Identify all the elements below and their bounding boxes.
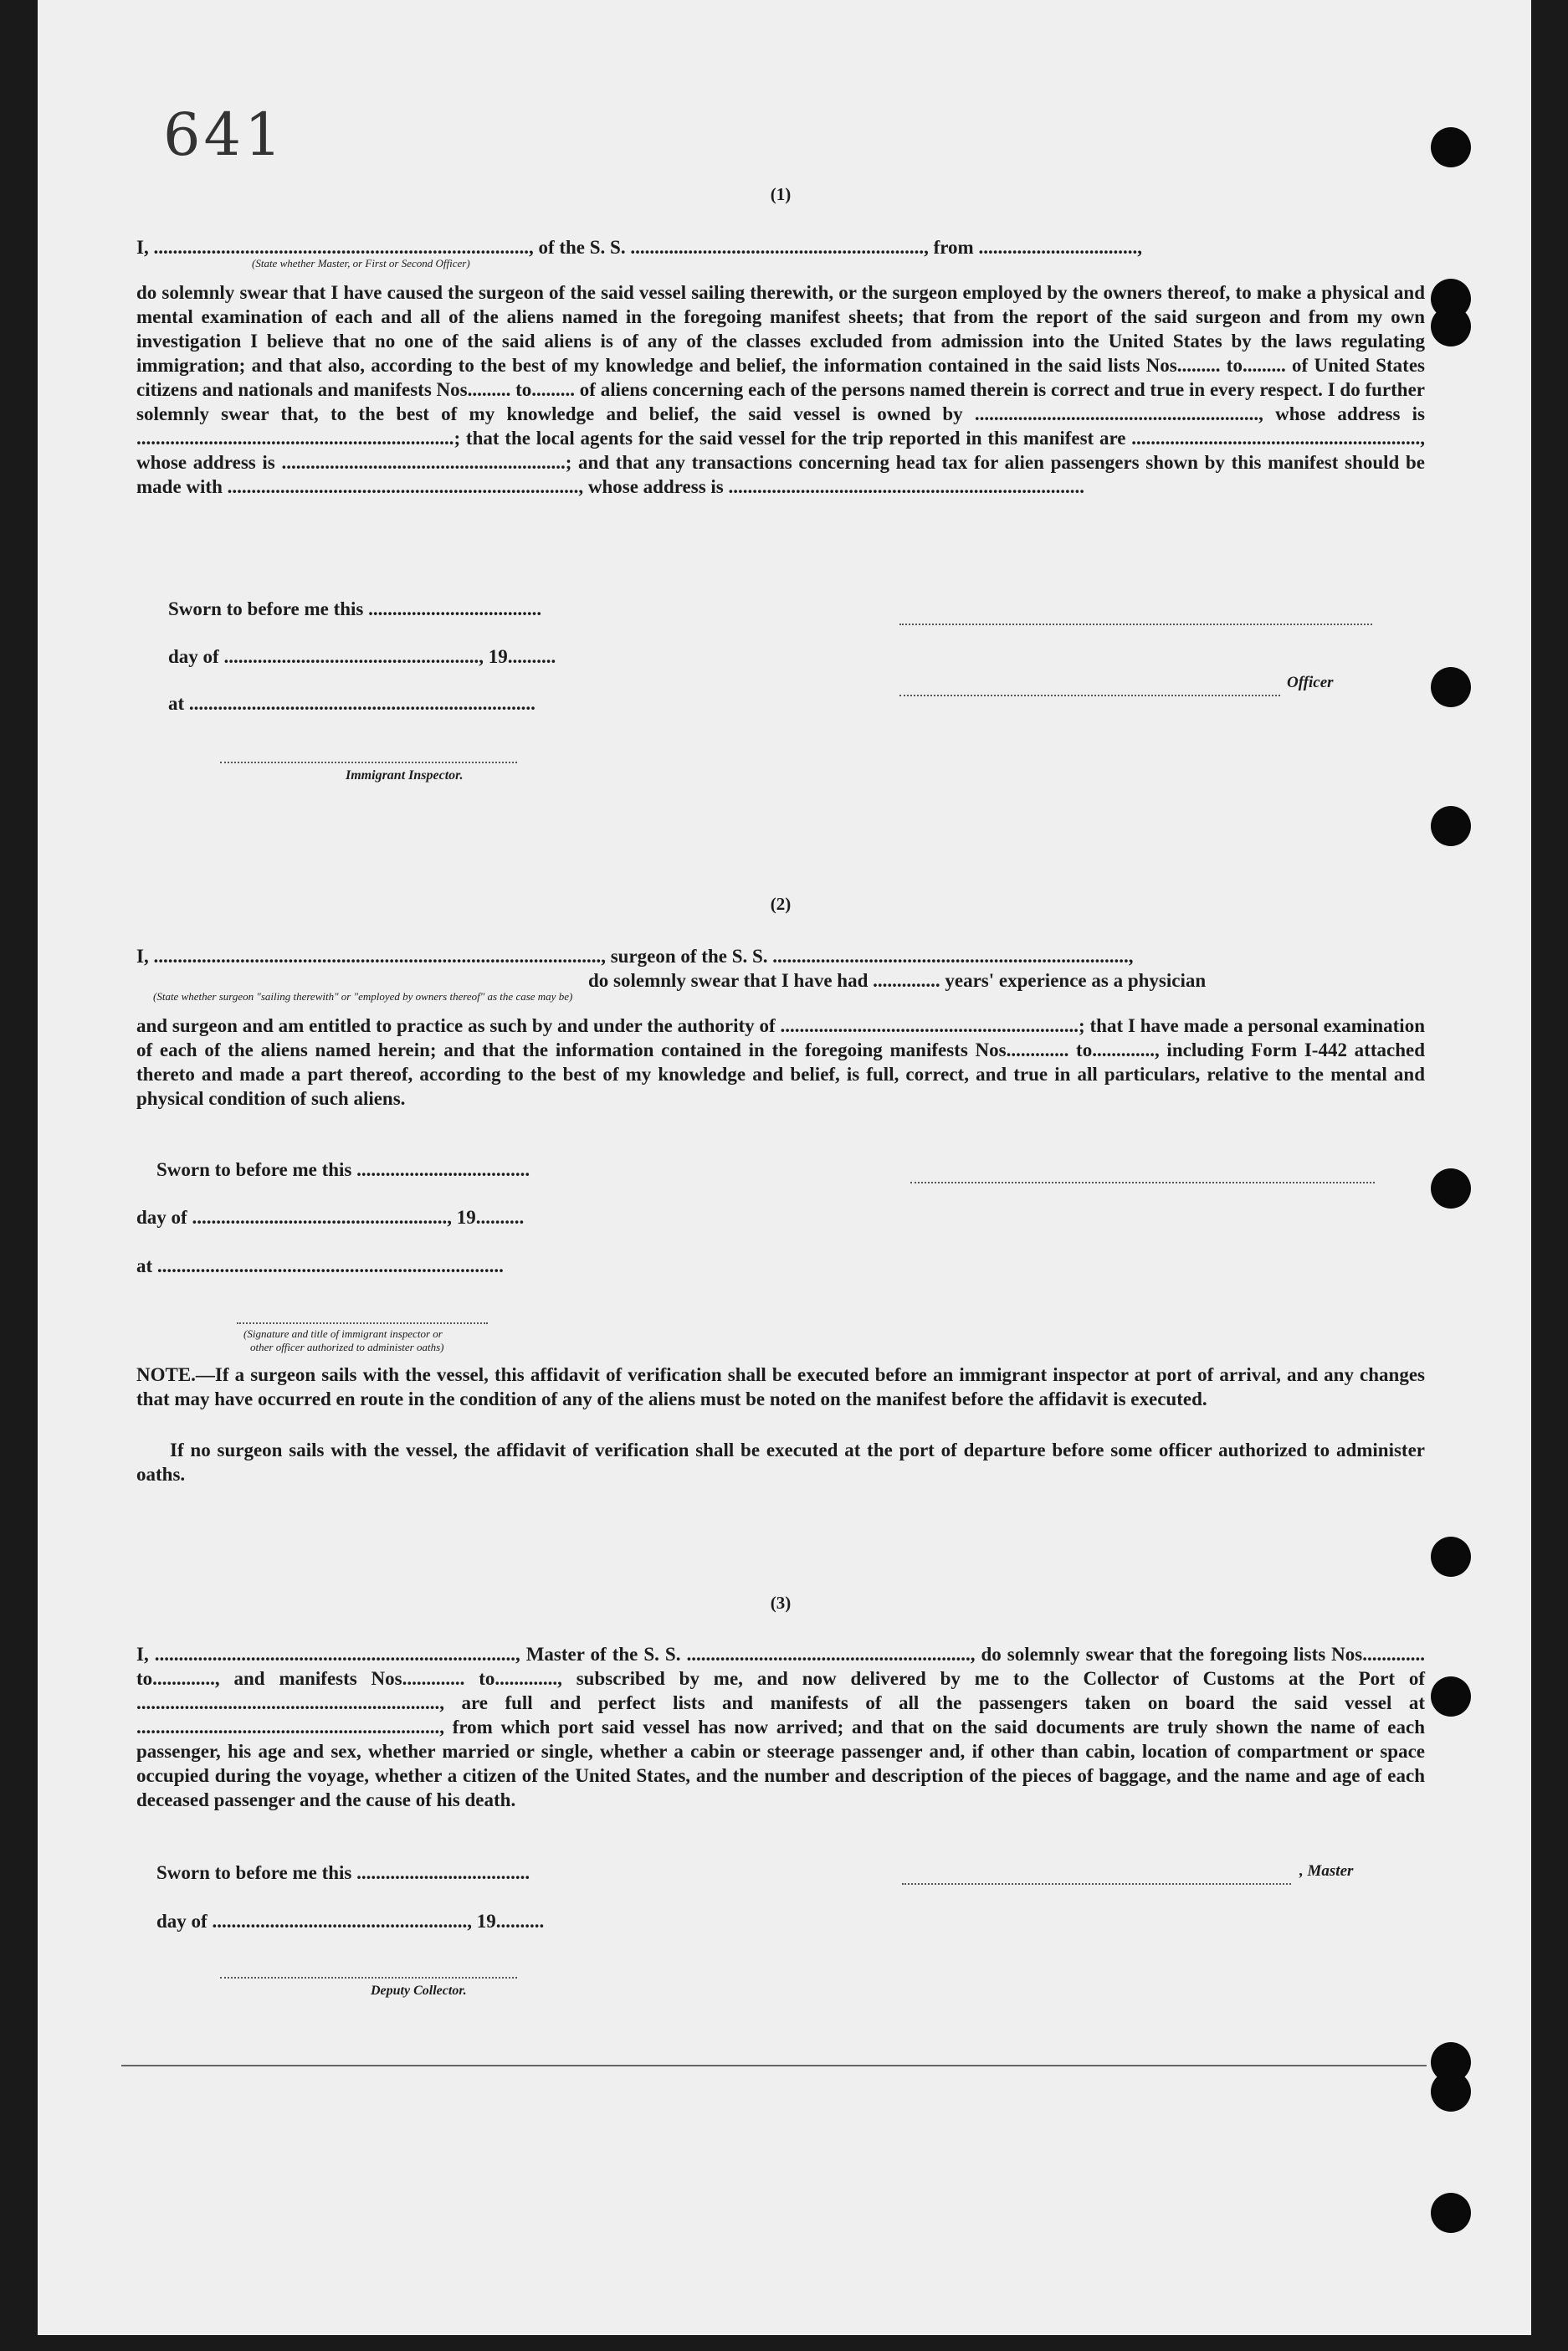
master-signature-line	[902, 1883, 1291, 1885]
section-2-number: (2)	[770, 894, 792, 914]
day-of-label-2: day of ....................................................., 19..........	[136, 1207, 525, 1228]
punch-hole-icon	[1431, 2071, 1471, 2112]
inspector-signature-line	[220, 762, 517, 763]
day-of-label-3: day of ....................................................., 19..........	[156, 1911, 545, 1932]
punch-hole-icon	[1431, 1537, 1471, 1577]
master-label: , Master	[1299, 1862, 1354, 1880]
section-2-sig-caption-2: other officer authorized to administer oaths)	[250, 1341, 444, 1353]
section-1-line-1: I, .............................................................................., of the S. S. ............................................................., from .................................,	[136, 237, 1142, 258]
punch-hole-icon	[1431, 127, 1471, 167]
section-2-line-2: do solemnly swear that I have had .............. years' experience as a physician	[588, 970, 1207, 991]
form-page	[38, 0, 1531, 2335]
section-2-line-1: I, ............................................................................................., surgeon of the S. S. ..........................................................................,	[136, 946, 1134, 967]
immigrant-inspector-label: Immigrant Inspector.	[346, 768, 464, 783]
section-1-caption: (State whether Master, or First or Second Officer)	[252, 257, 470, 269]
section-1-body: do solemnly swear that I have caused the surgeon of the said vessel sailing therewith, or the surgeon employed by the owners thereof, to make a physical and mental examination of each and all of the aliens named in the foregoing manifest sheets; that from the report of the said surgeon and from my own investigation I believe that no one of the said aliens is of any of the classes excluded from admission into the United States by the laws regulating immigration; and that also, according to the best of my knowledge and belief, the information contained in the said lists Nos......... to......... of United States citizens and nationals and manifests Nos......... to......... of aliens concerning each of the persons named therein is correct and true in every respect. I do further solemnly swear that, to the best of my knowledge and belief, the said vessel is owned by ..........................................................., whose address is ..................................................................; that the local agents for the said vessel for the trip reported in this manifest are ............................................................, whose address is ...........................................................; and that any transactions concerning head tax for alien passengers shown by this manifest should be made with ........................................................................., whose address is ..........................................................................	[136, 282, 1425, 497]
at-label-2: at ........................................................................	[136, 1255, 504, 1276]
note-paragraph-1: NOTE.—If a surgeon sails with the vessel, this affidavit of verification shall be executed before an immigrant inspector at port of arrival, and any changes that may have occurred en route in the condition of any of the aliens must be noted on the manifest before the affidavit is executed.	[136, 1364, 1425, 1409]
punch-hole-icon	[1431, 667, 1471, 707]
officer-label: Officer	[1287, 674, 1334, 691]
collector-signature-line	[220, 1977, 517, 1979]
section-1-number: (1)	[770, 184, 792, 204]
handwritten-page-number: 641	[163, 100, 285, 169]
punch-hole-icon	[1431, 2193, 1471, 2233]
section-3-number: (3)	[770, 1593, 792, 1613]
signature-line	[899, 624, 1372, 625]
section-2-body: and surgeon and am entitled to practice as such by and under the authority of ..............................................................; that I have made a personal examination of each of the aliens named herein; and that the information contained in the foregoing manifests Nos............. to............., including Form I-442 attached thereto and made a part thereof, according to the best of my knowledge and belief, is full, correct, and true in all particulars, relative to the mental and physical condition of such aliens.	[136, 1015, 1425, 1109]
inspector-signature-line-2	[237, 1322, 488, 1324]
section-2-caption: (State whether surgeon "sailing therewith" or "employed by owners thereof" as the case may be)	[153, 990, 573, 1003]
surgeon-signature-line	[910, 1182, 1375, 1183]
punch-hole-icon	[1431, 306, 1471, 346]
deputy-collector-label: Deputy Collector.	[371, 1984, 467, 1998]
sworn-label-1: Sworn to before me this ....................................	[168, 598, 542, 619]
punch-hole-icon	[1431, 1168, 1471, 1209]
bottom-rule	[121, 2065, 1427, 2066]
section-2-sig-caption-1: (Signature and title of immigrant inspector or	[243, 1327, 443, 1340]
sworn-label-2: Sworn to before me this ....................................	[156, 1159, 530, 1180]
note-paragraph-2: If no surgeon sails with the vessel, the affidavit of verification shall be executed at the port of departure before some officer authorized to administer oaths.	[136, 1440, 1425, 1485]
punch-hole-icon	[1431, 1676, 1471, 1717]
sworn-label-3: Sworn to before me this ....................................	[156, 1862, 530, 1883]
punch-hole-icon	[1431, 806, 1471, 846]
section-3-body: I, ..........................................................................., Master of the S. S. ..........................................................., do solemnly swear that the foregoing lists Nos............. to............., and manifests Nos............. to............., subscribed by me, and now delivered by me to the Collector of Customs at the Port of ..............................................................., are full and perfect lists and manifests of all the passengers taken on board the said vessel at ..............................................................., from which port said vessel has now arrived; and that on the said documents are truly shown the name of each passenger, his age and sex, whether married or single, whether a cabin or steerage passenger and, if other than cabin, location of compartment or space occupied during the voyage, whether a citizen of the United States, and the number and description of the pieces of baggage, and the name and age of each deceased passenger and the cause of his death.	[136, 1644, 1425, 1810]
day-of-label-1: day of ....................................................., 19..........	[168, 646, 556, 667]
at-label-1: at ........................................................................	[168, 693, 535, 714]
officer-signature-line	[899, 695, 1280, 696]
